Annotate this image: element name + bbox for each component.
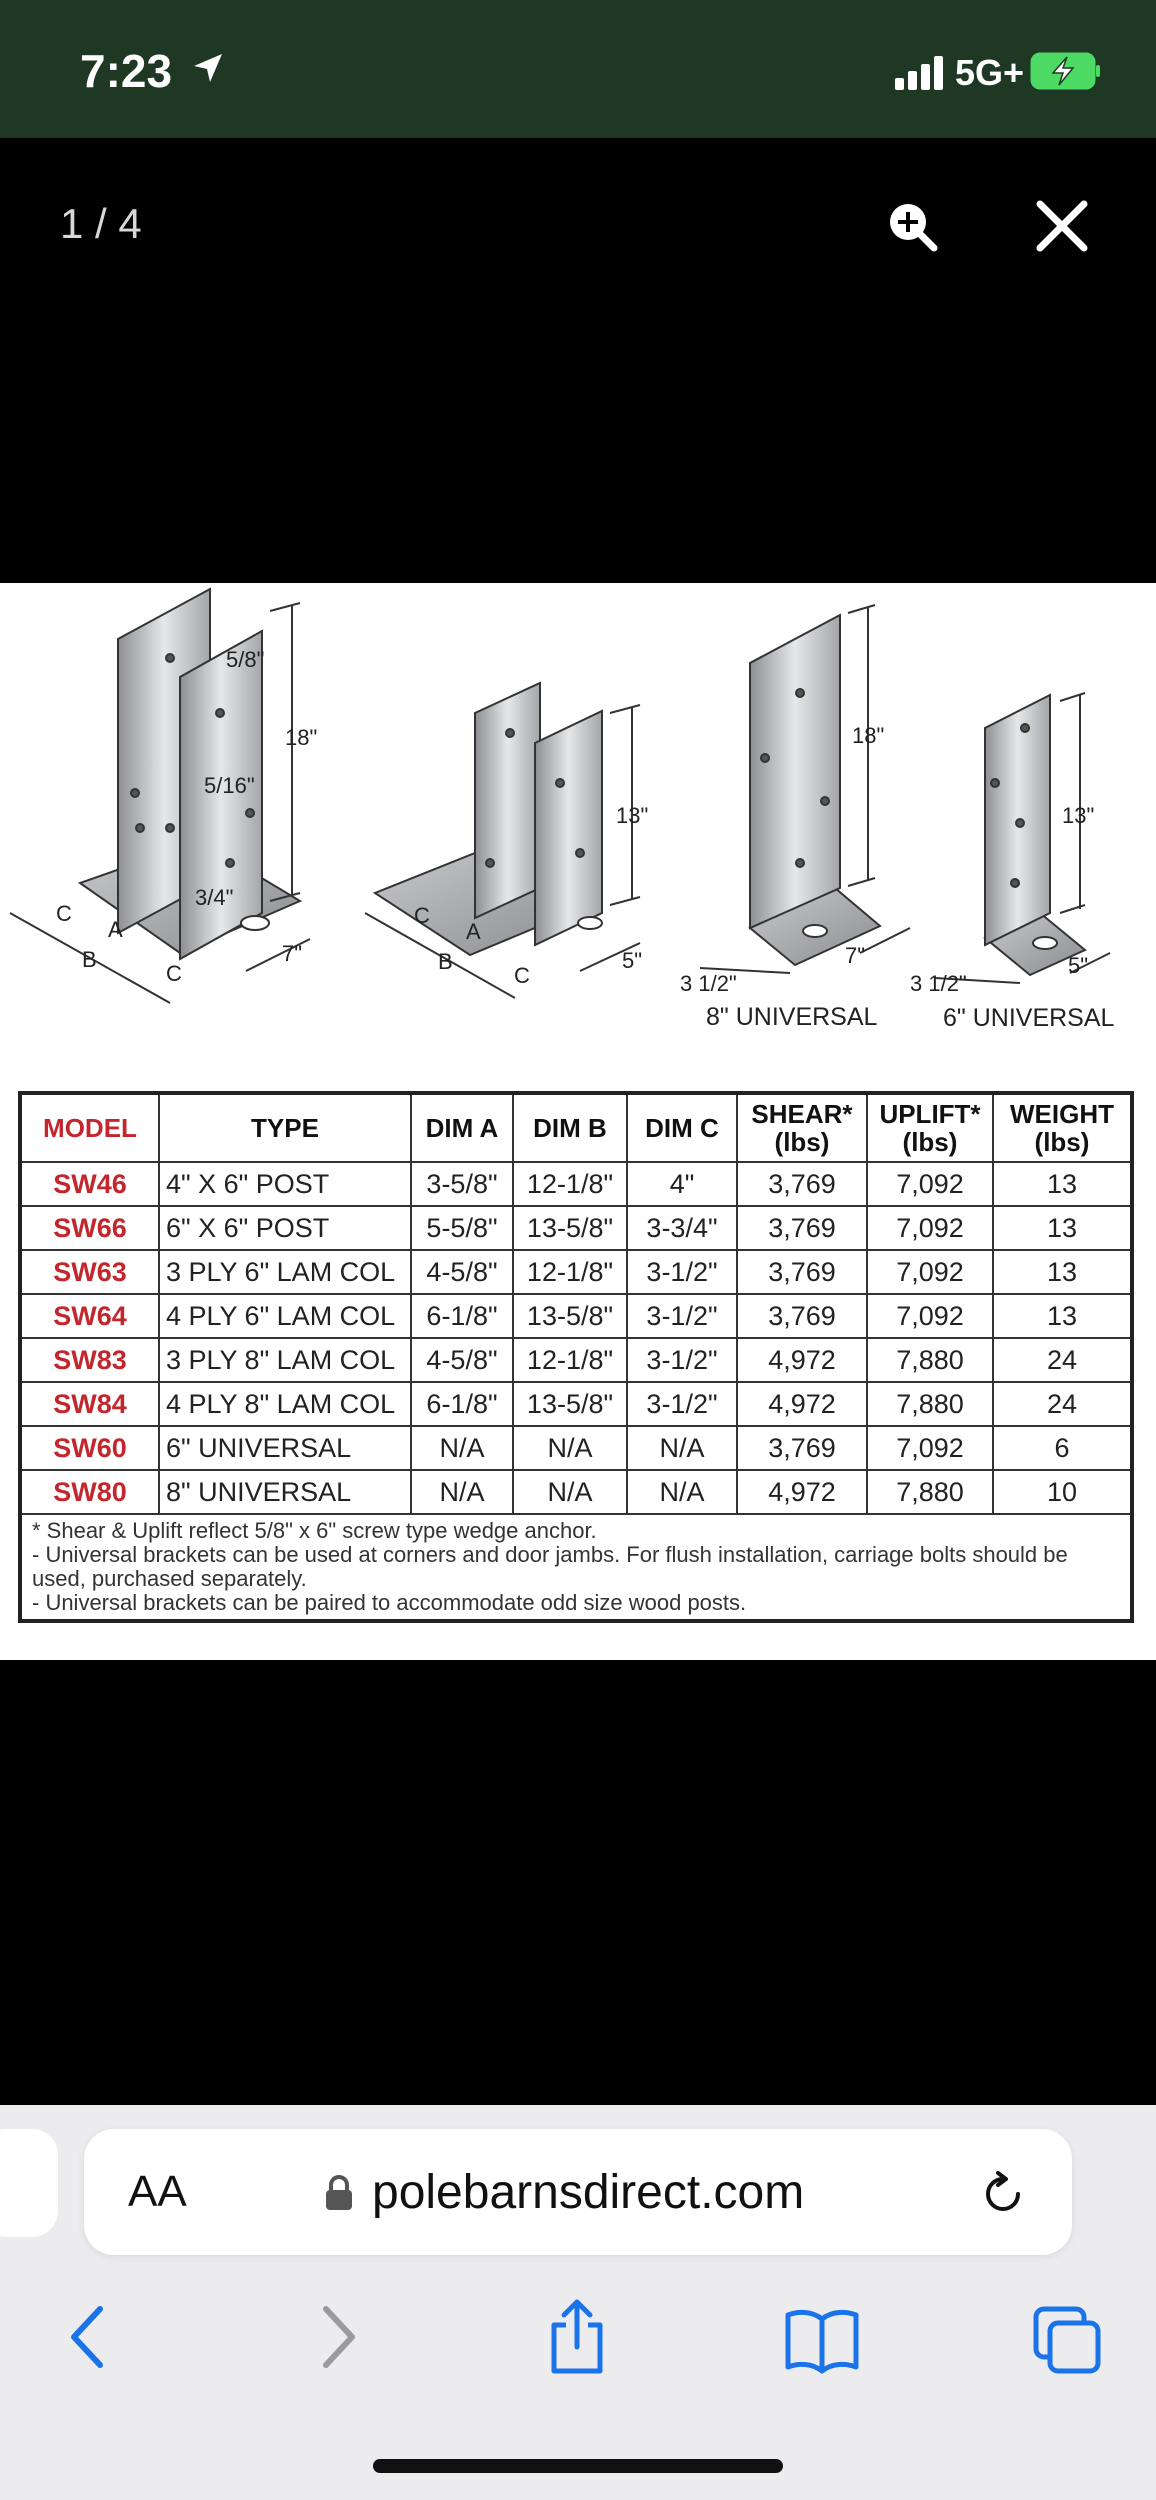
value-cell: 24 <box>993 1338 1132 1382</box>
value-cell: 10 <box>993 1470 1132 1514</box>
value-cell: 12-1/8" <box>513 1338 627 1382</box>
value-cell: 12-1/8" <box>513 1250 627 1294</box>
footnote: - Universal brackets can be paired to accommodate odd size wood posts. <box>32 1590 747 1615</box>
share-icon[interactable] <box>542 2297 612 2382</box>
back-icon[interactable] <box>60 2297 116 2382</box>
image-viewer-backdrop <box>0 1660 1156 2105</box>
value-cell: 6-1/8" <box>411 1294 513 1338</box>
value-cell: 13-5/8" <box>513 1382 627 1426</box>
browser-toolbar <box>0 2105 1156 2500</box>
forward-icon[interactable] <box>310 2297 366 2382</box>
model-cell: SW83 <box>20 1338 159 1382</box>
signal-bars-icon <box>895 56 951 95</box>
battery-charging-icon <box>1030 52 1102 95</box>
status-bar <box>0 0 1156 138</box>
column-header: UPLIFT* (lbs) <box>867 1093 993 1162</box>
dim-label: 7" <box>845 943 866 968</box>
value-cell: 12-1/8" <box>513 1162 627 1206</box>
diagram-caption: 8" UNIVERSAL <box>706 1003 878 1031</box>
table-row <box>20 1294 1132 1338</box>
model-cell: SW60 <box>20 1426 159 1470</box>
dim-label: 3 1/2" <box>680 971 737 996</box>
value-cell: 4,972 <box>737 1338 867 1382</box>
location-arrow-icon <box>190 50 226 91</box>
value-cell: N/A <box>513 1426 627 1470</box>
column-header: WEIGHT (lbs) <box>993 1093 1132 1162</box>
value-cell: 6 <box>993 1426 1132 1470</box>
address-bar[interactable] <box>84 2129 1072 2255</box>
model-cell: SW80 <box>20 1470 159 1514</box>
dim-label: 5" <box>622 948 643 973</box>
navigation-bar <box>0 2297 1156 2387</box>
value-cell: 13 <box>993 1294 1132 1338</box>
spec-table <box>18 1091 1134 1623</box>
dim-label: 3/4" <box>195 885 234 910</box>
previous-tab-preview[interactable] <box>0 2129 58 2237</box>
table-row <box>20 1470 1132 1514</box>
value-cell: 13 <box>993 1206 1132 1250</box>
model-cell: SW64 <box>20 1294 159 1338</box>
table-row <box>20 1426 1132 1470</box>
column-header: DIM B <box>513 1093 627 1162</box>
table-row <box>20 1338 1132 1382</box>
value-cell: 13 <box>993 1250 1132 1294</box>
model-cell: SW46 <box>20 1162 159 1206</box>
value-cell: 4-5/8" <box>411 1250 513 1294</box>
value-cell: 3,769 <box>737 1250 867 1294</box>
dim-label: 5/8" <box>226 647 265 672</box>
column-header: DIM A <box>411 1093 513 1162</box>
tabs-icon[interactable] <box>1032 2297 1104 2382</box>
value-cell: 7,880 <box>867 1382 993 1426</box>
table-header-row <box>20 1093 1132 1162</box>
dim-label: 13" <box>1062 803 1095 828</box>
clock: 7:23 <box>80 45 173 97</box>
image-counter: 1 / 4 <box>60 200 142 247</box>
value-cell: 5-5/8" <box>411 1206 513 1250</box>
value-cell: N/A <box>627 1426 737 1470</box>
type-cell: 4 PLY 8" LAM COL <box>159 1382 411 1426</box>
model-cell: SW84 <box>20 1382 159 1426</box>
value-cell: 7,092 <box>867 1206 993 1250</box>
value-cell: 7,092 <box>867 1162 993 1206</box>
footnote: - Universal brackets can be used at corners and door jambs. For flush installation, carriage bolts should be used, purchased separately. <box>32 1542 1068 1591</box>
dim-label: A <box>108 917 123 942</box>
value-cell: 4,972 <box>737 1382 867 1426</box>
dim-label: 3 1/2" <box>910 971 967 996</box>
value-cell: 3-1/2" <box>627 1338 737 1382</box>
table-row <box>20 1206 1132 1250</box>
dim-label: 18" <box>852 723 885 748</box>
dim-label: C <box>56 901 72 926</box>
table-row <box>20 1382 1132 1426</box>
home-indicator <box>373 2459 783 2473</box>
value-cell: 13-5/8" <box>513 1294 627 1338</box>
value-cell: 7,092 <box>867 1426 993 1470</box>
dim-label: 5/16" <box>204 773 255 798</box>
table-row <box>20 1162 1132 1206</box>
value-cell: N/A <box>411 1426 513 1470</box>
dim-label: 5" <box>1068 953 1089 978</box>
value-cell: 3-1/2" <box>627 1382 737 1426</box>
dim-label: A <box>466 919 481 944</box>
value-cell: 24 <box>993 1382 1132 1426</box>
table-notes <box>20 1514 1132 1621</box>
bracket-diagram <box>0 583 1156 1063</box>
model-cell: SW66 <box>20 1206 159 1250</box>
value-cell: N/A <box>627 1470 737 1514</box>
type-cell: 6" X 6" POST <box>159 1206 411 1250</box>
value-cell: N/A <box>513 1470 627 1514</box>
product-image <box>0 583 1156 1660</box>
table-row <box>20 1250 1132 1294</box>
type-cell: 8" UNIVERSAL <box>159 1470 411 1514</box>
type-cell: 3 PLY 8" LAM COL <box>159 1338 411 1382</box>
dim-label: C <box>166 961 182 986</box>
dim-label: B <box>82 947 97 972</box>
reload-icon[interactable] <box>980 2171 1026 2222</box>
type-cell: 4 PLY 6" LAM COL <box>159 1294 411 1338</box>
value-cell: 3,769 <box>737 1206 867 1250</box>
type-cell: 6" UNIVERSAL <box>159 1426 411 1470</box>
dim-label: 13" <box>616 803 649 828</box>
type-cell: 4" X 6" POST <box>159 1162 411 1206</box>
lock-icon <box>324 2175 354 2216</box>
dim-label: C <box>514 963 530 988</box>
model-cell: SW63 <box>20 1250 159 1294</box>
dim-label: 7" <box>282 941 303 966</box>
value-cell: 7,880 <box>867 1470 993 1514</box>
dim-label: B <box>438 949 453 974</box>
close-icon[interactable] <box>1034 198 1090 259</box>
zoom-in-icon[interactable] <box>884 198 940 259</box>
value-cell: 7,092 <box>867 1250 993 1294</box>
value-cell: 3,769 <box>737 1426 867 1470</box>
bookmarks-icon[interactable] <box>784 2297 860 2382</box>
value-cell: 4-5/8" <box>411 1338 513 1382</box>
dim-label: C <box>414 903 430 928</box>
dim-label: 18" <box>285 725 318 750</box>
value-cell: 3,769 <box>737 1294 867 1338</box>
value-cell: 3-1/2" <box>627 1250 737 1294</box>
value-cell: 7,880 <box>867 1338 993 1382</box>
value-cell: 3-5/8" <box>411 1162 513 1206</box>
column-header: TYPE <box>159 1093 411 1162</box>
value-cell: 3-3/4" <box>627 1206 737 1250</box>
footnote: * Shear & Uplift reflect 5/8" x 6" screw type wedge anchor. <box>32 1518 597 1543</box>
diagram-caption: 6" UNIVERSAL <box>943 1004 1115 1032</box>
value-cell: 7,092 <box>867 1294 993 1338</box>
value-cell: 4,972 <box>737 1470 867 1514</box>
value-cell: N/A <box>411 1470 513 1514</box>
value-cell: 6-1/8" <box>411 1382 513 1426</box>
value-cell: 3,769 <box>737 1162 867 1206</box>
notes-row <box>20 1514 1132 1621</box>
value-cell: 4" <box>627 1162 737 1206</box>
url-text[interactable]: polebarnsdirect.com <box>372 2166 805 2219</box>
column-header: DIM C <box>627 1093 737 1162</box>
column-header: SHEAR* (lbs) <box>737 1093 867 1162</box>
network-type: 5G+ <box>955 52 1025 93</box>
value-cell: 13 <box>993 1162 1132 1206</box>
value-cell: 3-1/2" <box>627 1294 737 1338</box>
type-cell: 3 PLY 6" LAM COL <box>159 1250 411 1294</box>
image-viewer-header <box>0 138 1156 583</box>
text-size-button[interactable]: AA <box>128 2167 187 2216</box>
column-header: MODEL <box>20 1093 159 1162</box>
value-cell: 13-5/8" <box>513 1206 627 1250</box>
